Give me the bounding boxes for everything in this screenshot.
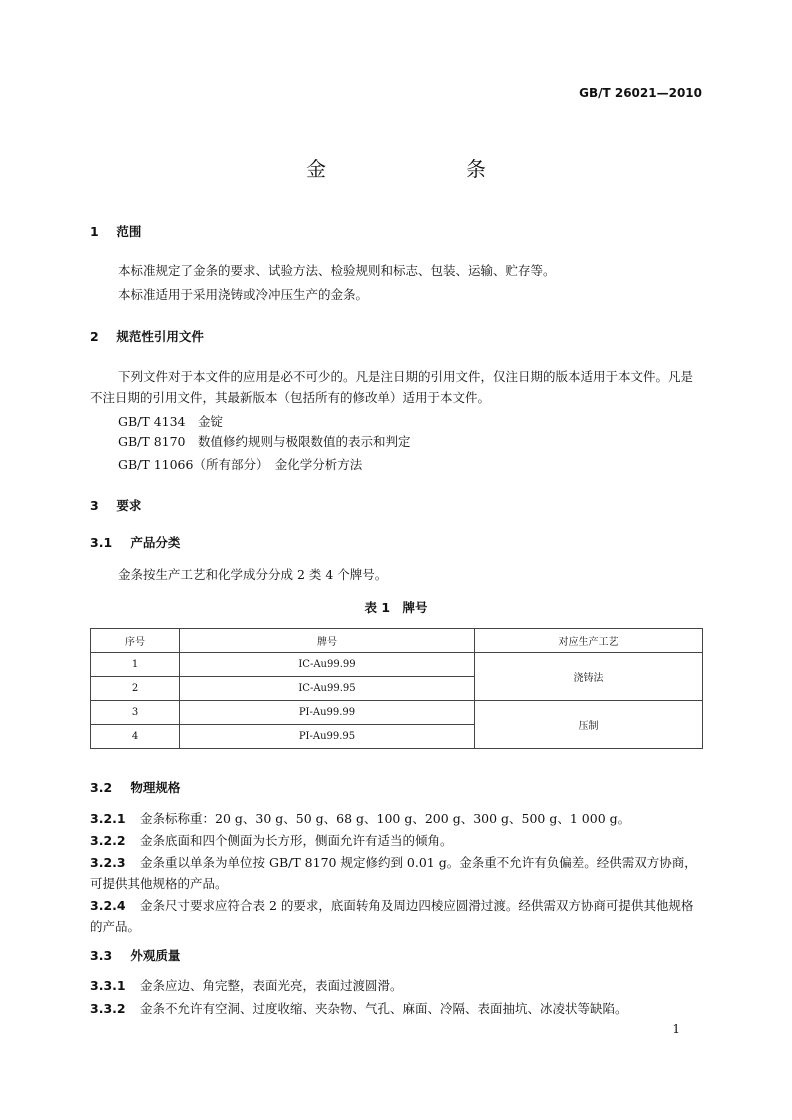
reference-item: GB/T 8170 数值修约规则与极限数值的表示和判定	[118, 434, 411, 449]
cell-no: 2	[91, 677, 180, 701]
clause	[90, 975, 704, 996]
section-1-heading	[90, 222, 141, 240]
cell-process: 浇铸法	[475, 653, 703, 701]
clause	[90, 808, 704, 829]
table-header-row	[91, 629, 703, 653]
reference-item: GB/T 4134 金锭	[118, 414, 224, 429]
clause-text: 金条标称重：20 g、30 g、50 g、68 g、100 g、200 g、300 g、500 g、1 000 g。	[140, 811, 631, 826]
section-3-2-heading	[90, 778, 180, 796]
section-3-1-heading	[90, 533, 180, 551]
cell-grade: IC-Au99.99	[180, 653, 475, 677]
clause-text: 金条不允许有空洞、过度收缩、夹杂物、气孔、麻面、冷隔、表面抽坑、冰凌状等缺陷。	[140, 1001, 628, 1016]
cell-process: 压制	[475, 701, 703, 749]
col-header: 序号	[91, 629, 180, 653]
clause-number: 3.2.4	[90, 898, 126, 913]
clause	[90, 895, 704, 937]
section-number: 3.1	[90, 535, 113, 550]
clause-text: 金条重以单条为单位按 GB/T 8170 规定修约到 0.01 g。金条重不允许有负偏差。经供需双方协商，可提供其他规格的产品。	[90, 855, 697, 891]
cell-grade: PI-Au99.99	[180, 701, 475, 725]
clause-text: 金条底面和四个侧面为长方形，侧面允许有适当的倾角。	[140, 833, 453, 848]
cell-no: 4	[91, 725, 180, 749]
cell-grade: IC-Au99.95	[180, 677, 475, 701]
section-3-heading	[90, 496, 141, 514]
clause-number: 3.2.1	[90, 811, 126, 826]
clause-number: 3.3.1	[90, 978, 126, 993]
grade-table	[90, 628, 703, 749]
table-caption: 表 1 牌号	[364, 600, 428, 615]
clause-number: 3.2.3	[90, 855, 126, 870]
page-number: 1	[672, 1022, 680, 1036]
document-title: 金 条	[306, 157, 546, 181]
standard-number: GB/T 26021—2010	[579, 86, 702, 100]
section-title: 产品分类	[130, 535, 181, 550]
cell-no: 1	[91, 653, 180, 677]
paragraph: 金条按生产工艺和化学成分分成 2 类 4 个牌号。	[118, 567, 388, 582]
clause-text: 金条应边、角完整，表面光亮，表面过渡圆滑。	[140, 978, 403, 993]
clause	[90, 852, 704, 894]
cell-grade: PI-Au99.95	[180, 725, 475, 749]
paragraph: 本标准适用于采用浇铸或冷冲压生产的金条。	[118, 287, 369, 302]
section-title: 要求	[116, 498, 142, 513]
section-title: 外观质量	[130, 948, 181, 963]
section-number: 3	[90, 498, 99, 513]
clause-number: 3.2.2	[90, 833, 126, 848]
section-number: 3.2	[90, 780, 113, 795]
col-header: 对应生产工艺	[475, 629, 703, 653]
section-2-heading	[90, 327, 204, 345]
table-row	[91, 653, 703, 677]
section-number: 2	[90, 329, 99, 344]
section-title: 规范性引用文件	[116, 329, 204, 344]
clause	[90, 998, 704, 1019]
cell-no: 3	[91, 701, 180, 725]
section-title: 物理规格	[130, 780, 181, 795]
paragraph: 下列文件对于本文件的应用是必不可少的。凡是注日期的引用文件，仅注日期的版本适用于本文件。凡是不注日期的引用文件，其最新版本（包括所有的修改单）适用于本文件。	[90, 369, 694, 405]
clause-text: 金条尺寸要求应符合表 2 的要求，底面转角及周边四棱应圆滑过渡。经供需双方协商可提供其他规格的产品。	[90, 898, 694, 934]
section-title: 范围	[116, 224, 142, 239]
col-header: 牌号	[180, 629, 475, 653]
clause-number: 3.3.2	[90, 1001, 126, 1016]
reference-item: GB/T 11066（所有部分） 金化学分析方法	[118, 457, 363, 472]
section-number: 1	[90, 224, 99, 239]
section-number: 3.3	[90, 948, 113, 963]
clause	[90, 830, 704, 851]
table-row	[91, 701, 703, 725]
section-3-3-heading	[90, 946, 180, 964]
paragraph: 本标准规定了金条的要求、试验方法、检验规则和标志、包装、运输、贮存等。	[118, 263, 556, 278]
